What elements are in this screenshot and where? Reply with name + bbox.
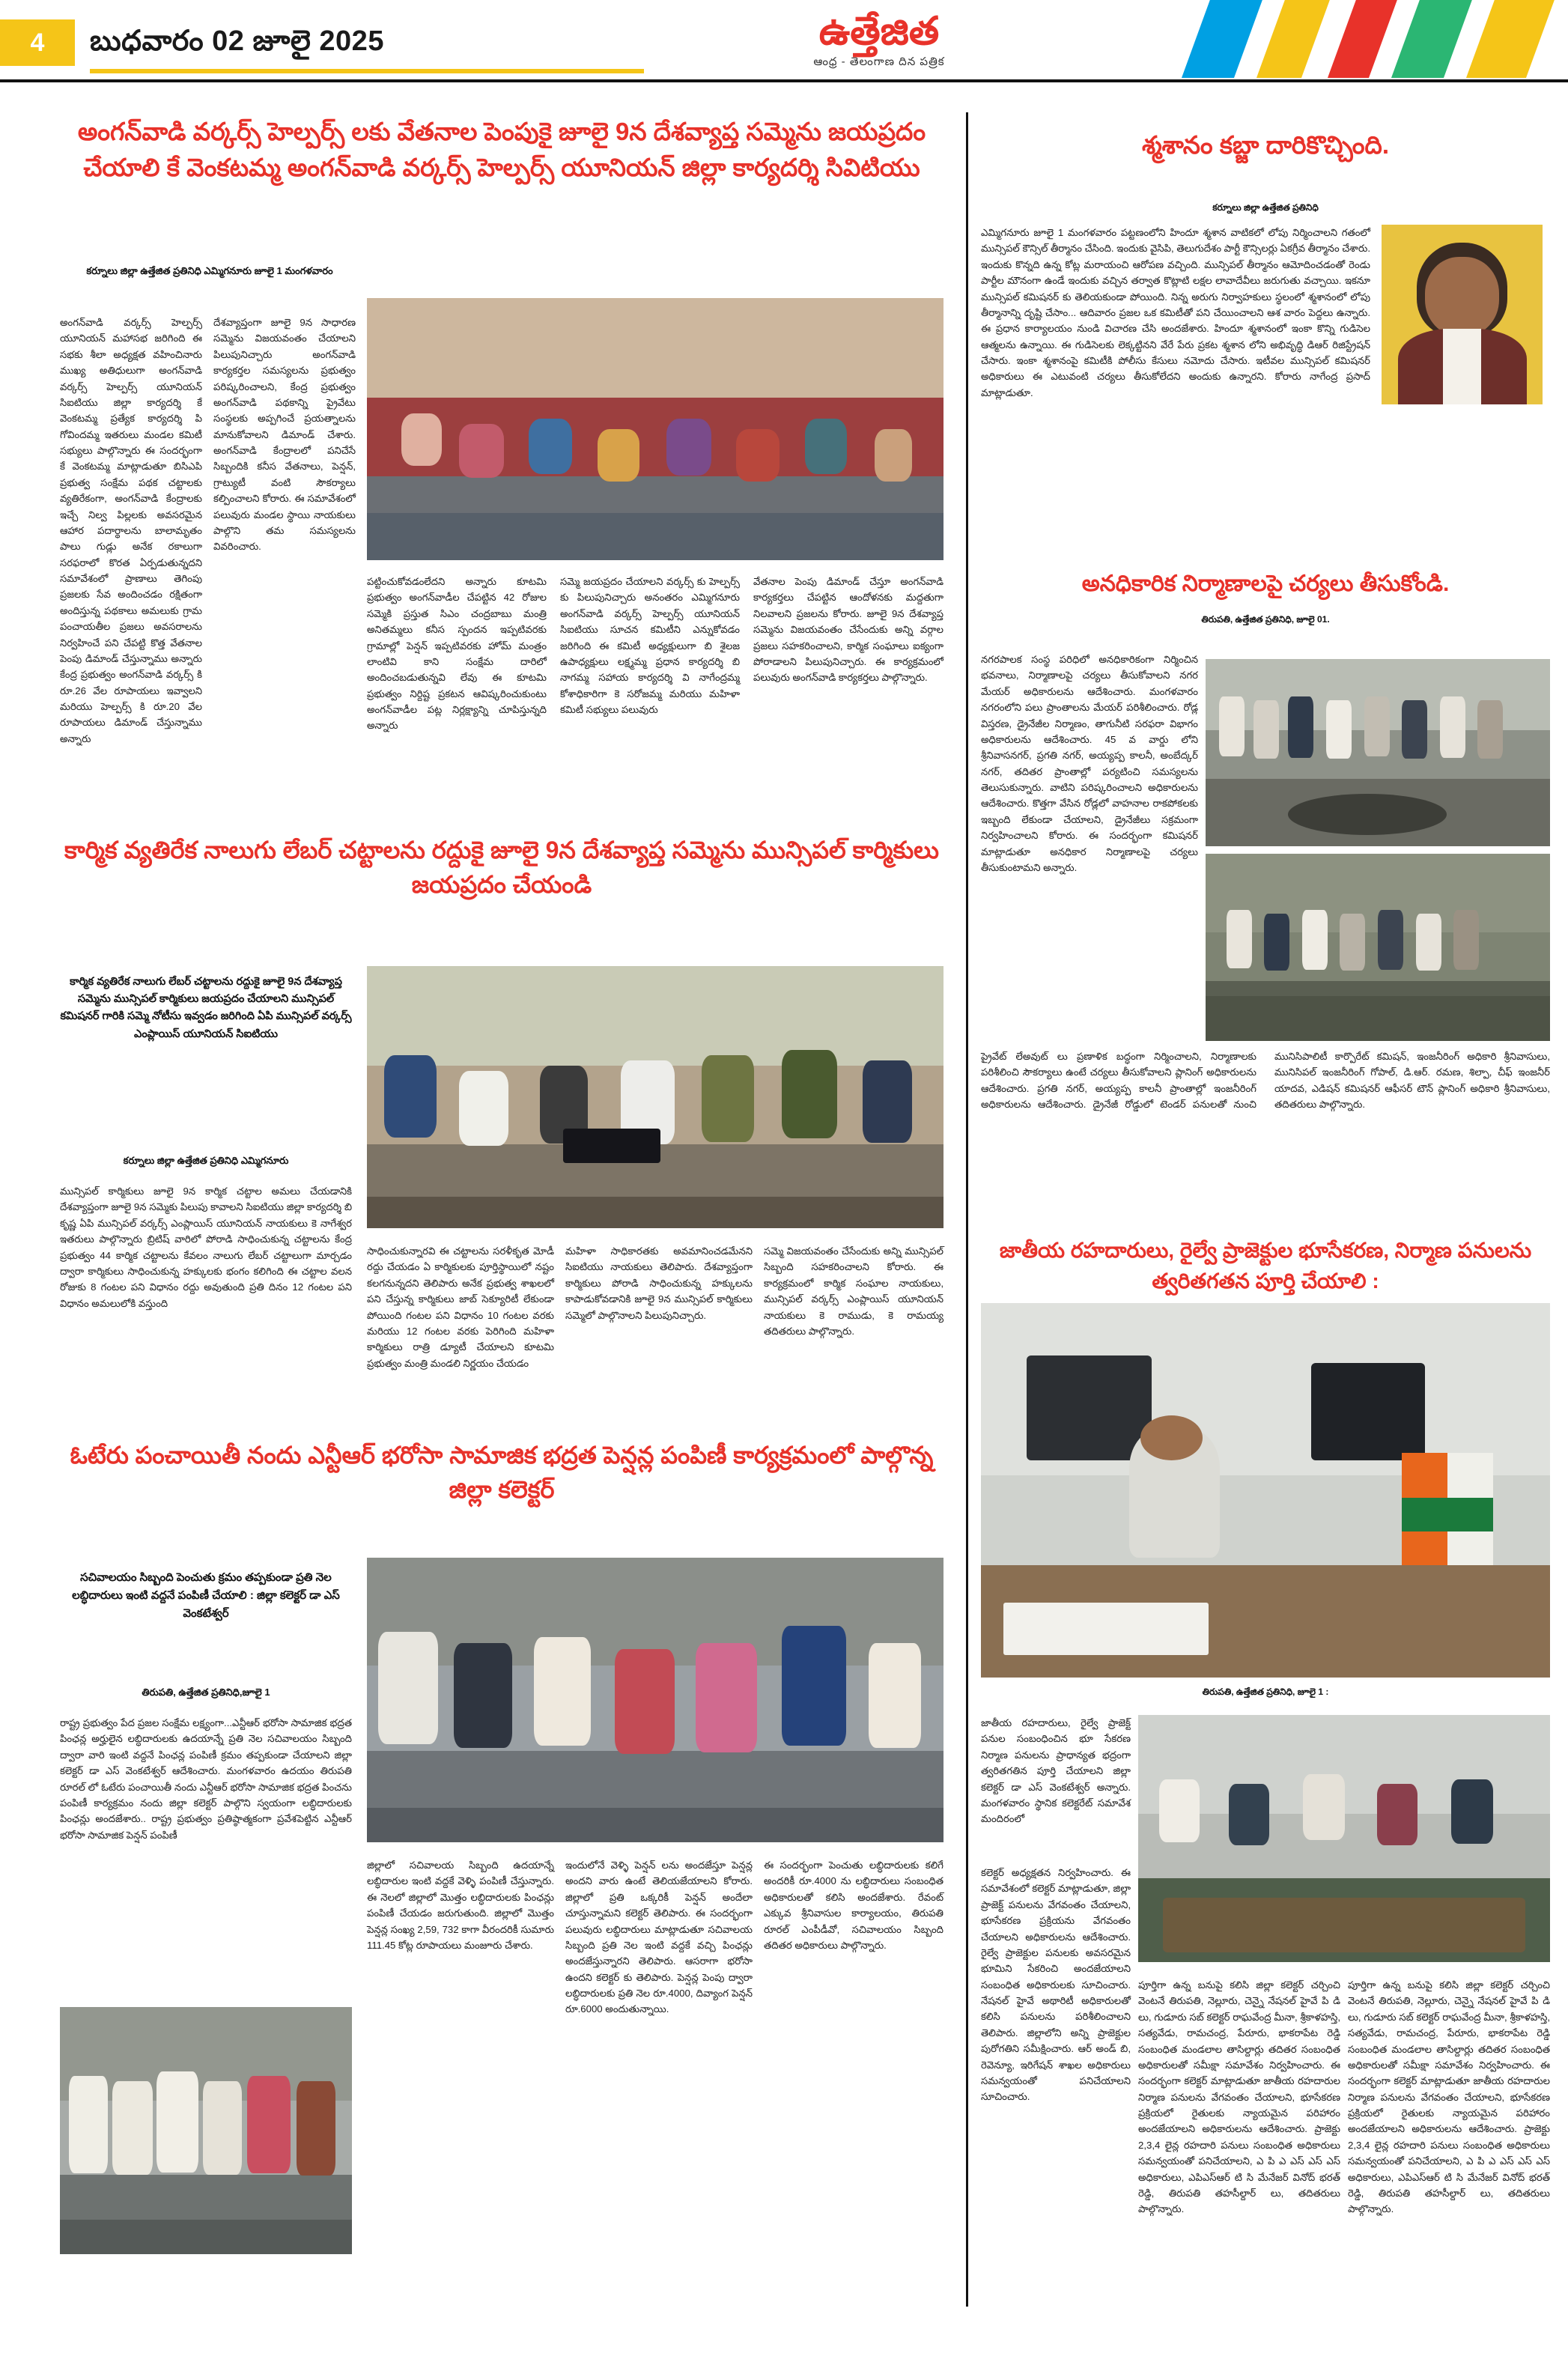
story3-photo bbox=[367, 1558, 943, 1842]
right-story2-photo1 bbox=[1206, 659, 1550, 846]
story2-col4: సమ్మె విజయవంతం చేసేందుకు అన్ని మున్సిపల్ సిబ్బంది సహకరించాలని కోరారు. ఈ కార్యక్రమంలో కార్మిక సంఘాల నాయకులు, మున్సిపల్ వర్కర్స్ ఎంప్లాయిస్ యూనియన్ నాయకులు కె రాముడు, కె రామయ్య తదితరులు పాల్గొన్నారు. bbox=[764, 1245, 943, 1337]
right-story2-byline: తిరుపతి, ఉత్తేజిత ప్రతినిధి, జూలై 01. bbox=[1201, 614, 1330, 625]
story1-col4: సమ్మె జయప్రదం చేయాలని వర్కర్స్ కు హెల్పర్స్ కు పిలుపునిచ్చారు అనంతరం ఎమ్మిగనూరు అంగన్‌వాడి వర్కర్స్ హెల్పర్స్ యూనియన్ సిఐటియు సూచన కమిటీని ఎన్నుకోవడం జరిగింది ఈ కమిటీ అధ్యక్షులుగా బి శైలజ ఉపాధ్యక్షులు లక్ష్మమ్మ ప్రధాన కార్యదర్శి బి నాగమ్మ సహాయ కార్యదర్శి వి నాగేంద్రమ్మ కోశాధికారిగా కె సరోజమ్మ మరియు మహిళా కమిటీ సభ్యులు పలువురు bbox=[560, 576, 740, 715]
story2-headline: కార్మిక వ్యతిరేక నాలుగు లేబర్ చట్టాలను రద్దుకై జూలై 9న దేశవ్యాప్త సమ్మెను మున్సిపల్ కార్మికులు జయప్రదం చేయండి bbox=[64, 837, 939, 899]
column-divider bbox=[966, 112, 968, 2307]
story2-photo bbox=[367, 966, 943, 1228]
story2-col1: మున్సిపల్ కార్మికులు జూలై 9న కార్మిక చట్టాల అమలు చేయడానికి దేశవ్యాప్తంగా జూలై 9న సమ్మెకు పిలుపు కావాలని సిఐటియు జిల్లా కార్యదర్శి బి కృష్ణ ఏపి మున్సిపల్ వర్కర్స్ ఎంప్లాయిస్ యూనియన్ నాయకులు కె నాగేశ్వర ఇతరులు పాల్గొన్నారు బ్రిటిష్ వారిలో పోరాడి సాధించుకున్న చట్టాలను కేంద్ర ప్రభుత్వం 44 కార్మిక చట్టాలను కేవలం నాలుగు లేబర్ చట్టాలుగా మార్చడం ద్వారా కార్మికులు సాధించుకున్న హక్కులకు భంగం కలిగింది ఈ చట్టాల వలన రోజుకు 8 గంటల పని విధానం రద్దు అవుతుంది ప్రతి దినం 12 గంటల పని విధానం అమలులోకి వస్తుంది bbox=[60, 1185, 352, 1309]
right-story1-portrait bbox=[1382, 225, 1543, 404]
story3-col4: ఈ సందర్భంగా పెంచుతు లబ్ధిదారులకు కలిగే అందరికీ రూ.4000 ను లబ్ధిదారులు సంబంధిత అధికారులతో కలిసి అందజేశారు. రేవంట్ ఎక్కువ శ్రీనివాసుల కార్యాలయం, తిరుపతి రూరల్ ఎంపీడీవో, సచివాలయం సిబ్బంది తదితర అధికారులు పాల్గొన్నారు. bbox=[764, 1859, 943, 1951]
story2-byline: కర్నూలు జిల్లా ఉత్తేజిత ప్రతినిధి ఎమ్మిగనూరు bbox=[123, 1155, 289, 1166]
story1-byline: కర్నూలు జిల్లా ఉత్తేజిత ప్రతినిధి ఎమ్మిగనూరు జూలై 1 మంగళవారం bbox=[86, 265, 333, 276]
right-story3-headline: జాతీయ రహదారులు, రైల్వే ప్రాజెక్టుల భూసేకరణ, నిర్మాణ పనులను త్వరితగతన పూర్తి చేయాలి : bbox=[999, 1239, 1532, 1293]
date-underline bbox=[90, 69, 644, 73]
story1-col2: దేశవ్యాప్తంగా జూలై 9న సాధారణ సమ్మెను విజయవంతం చేయాలని పిలుపునిచ్చారు అంగన్‌వాడి కార్యకర్తల సమస్యలను ప్రభుత్వం పరిష్కరించాలని, కేంద్ర ప్రభుత్వం అంగన్‌వాడి పథకాన్ని ప్రైవేటు సంస్థలకు అప్పగించే ప్రయత్నాలను మానుకోవాలని డిమాండ్ చేశారు. అంగన్‌వాడి కేంద్రాలలో పనిచేసే సిబ్బందికి కనీస వేతనాలు, పెన్షన్, గ్రాట్యుటీ వంటి సౌకర్యాలు కల్పించాలని కోరారు. ఈ సమావేశంలో పలువురు మండల స్థాయి నాయకులు పాల్గొని తమ సమస్యలను వివరించారు. bbox=[213, 317, 356, 553]
story2-subhead: కార్మిక వ్యతిరేక నాలుగు లేబర్ చట్టాలను రద్దుకై జూలై 9న దేశవ్యాప్త సమ్మెను మున్సిపల్ కార్మికులు జయప్రదం చేయాలని మున్సిపల్ కమిషనర్ గారికి సమ్మె నోటీసు ఇవ్వడం జరిగింది ఏపి మున్సిపల్ వర్కర్స్ ఎంప్లాయిస్ యూనియన్ సిఐటియు bbox=[60, 976, 352, 1040]
right-story3-col4: పూర్తిగా ఉన్న బనుపై కలిసి జిల్లా కలెక్టర్ చర్చించి వెంటనే తిరుపతి, నెల్లూరు, చెన్నై నేషనల్ హైవే పి డి లు, గుడూరు సబ్ కలెక్టర్ రాఘవేంద్ర మీనా, శ్రీకాళహస్తి, సత్యవేడు, రామచంద్ర, పేరూరు, భాకరాపేట రెడ్డి సంబంధిత మండలాల తాసిల్దార్లు తదితర సంబంధిత అధికారులతో సమీక్షా సమావేశం నిర్వహించారు. ఈ సందర్భంగా కలెక్టర్ మాట్లాడుతూ జాతీయ రహదారుల నిర్మాణ పనులను వేగవంతం చేయాలని, భూసేకరణ ప్రక్రియలో రైతులకు న్యాయమైన పరిహారం అందజేయాలని అధికారులను ఆదేశించారు. ప్రాజెక్టు 2,3,4 లైన్ల రహదారి పనులు సంబంధిత అధికారులు సమన్వయంతో పనిచేయాలని, ఎ పి ఎ ఎస్ ఎస్ ఎస్ అధికారులు, ఎపిఎస్ఆర్ టి సి మేనేజర్ వినోద్ భరత్ రెడ్డి, తిరుపతి తహసీల్దార్ లు, తదితరులు పాల్గొన్నారు. bbox=[1348, 1979, 1550, 2215]
right-story3-byline: తిరుపతి, ఉత్తేజిత ప్రతినిధి, జూలై 1 : bbox=[1202, 1687, 1329, 1697]
story3-photo-secondary bbox=[60, 2007, 352, 2254]
story1-headline: అంగన్‌వాడి వర్కర్స్ హెల్పర్స్ లకు వేతనాల పెంపుకై జూలై 9న దేశవ్యాప్త సమ్మెను జయప్రదం చేయాలి కే వెంకటమ్మ అంగన్‌వాడి వర్కర్స్ హెల్పర్స్ యూనియన్ జిల్లా కార్యదర్శి సివిటియు bbox=[77, 118, 926, 181]
right-story2-headline: అనధికారిక నిర్మాణాలపై చర్యలు తీసుకోండి. bbox=[1081, 571, 1450, 596]
right-story2-col1: నగరపాలక సంస్థ పరిధిలో అనధికారికంగా నిర్మించిన భవనాలు, నిర్మాణాలపై చర్యలు తీసుకోవాలని నగర మేయర్ అధికారులను ఆదేశించారు. మంగళవారం నగరంలోని పలు ప్రాంతాలను మేయర్ పరిశీలించారు. రోడ్ల విస్తరణ, డ్రైనేజీల నిర్మాణం, తాగునీటి సరఫరా విభాగం అధికారులను ఆదేశించారు. 45 వ వార్డు లోని శ్రీనివాసనగర్, ప్రగతి నగర్, అయ్యప్ప కాలనీ, అంబేద్కర్ నగర్, తదితర ప్రాంతాల్లో పర్యటించి సమస్యలను తెలుసుకున్నారు. వాటిని పరిష్కరించాలని అధికారులను ఆదేశించారు. కొత్తగా వేసిన రోడ్లలో వాహనాల రాకపోకలకు ఇబ్బంది లేకుండా చేయాలని, డ్రైనేజీలు సక్రమంగా నిర్వహించాలని కోరారు. ఈ సందర్భంగా కమిషనర్ మాట్లాడుతూ అనధికార నిర్మాణాలపై చర్యలు తీసుకుంటామని అన్నారు. bbox=[981, 654, 1198, 873]
newspaper-logo bbox=[774, 12, 984, 71]
right-story3-col1: జాతీయ రహదారులు, రైల్వే ప్రాజెక్ట్ పనుల సంబంధించిన భూ సేకరణ నిర్మాణ పనులను ప్రాధాన్యత భద్రంగా త్వరితగతిన పూర్తి చేయాలని జిల్లా కలెక్టర్ డా ఎస్ వెంకటేశ్వర్ అన్నారు. మంగళవారం స్థానిక కలెక్టరేట్ సమావేశ మందిరంలో bbox=[981, 1717, 1131, 1825]
right-story3-col2: కలెక్టర్ అధ్యక్షతన నిర్వహించారు. ఈ సమావేశంలో కలెక్టర్ మాట్లాడుతూ, జిల్లా ప్రాజెక్ట్ పనులను వేగవంతం చేయాలని, భూసేకరణ ప్రక్రియను వేగవంతం చేయాలని అధికారులను ఆదేశించారు. రైల్వే ప్రాజెక్టుల పనులకు అవసరమైన భూమిని సేకరించి అందజేయాలని సంబంధిత అధికారులకు సూచించారు. నేషనల్ హైవే అథారిటీ అధికారులతో కలిసి పనులను పరిశీలించాలని తెలిపారు. జిల్లాలోని అన్ని ప్రాజెక్టుల పురోగతిని సమీక్షించారు. ఆర్ అండ్ బి, రెవెన్యూ, ఇరిగేషన్ శాఖల అధికారులు సమన్వయంతో పనిచేయాలని సూచించారు. bbox=[981, 1867, 1131, 2103]
page-number: 4 bbox=[30, 28, 45, 57]
right-story1-headline: శ్మశానం కబ్జా దారికొచ్చింది. bbox=[1141, 131, 1390, 159]
story1-col3: పట్టించుకోవడంలేదని అన్నారు కూటమి ప్రభుత్వం అంగన్‌వాడీల చేపట్టిన 42 రోజుల సమ్మెకి ప్రస్తుత సిఎం చంద్రబాబు మంత్రి అనితమ్మలు కనీస స్పందన ఇప్పటివరకు గ్రామాల్లో పెన్షన్ ఇప్పటివరకు హోమ్ మంత్రం లాంటివి కాని సంక్షేమ దారిలో అందించబడుతున్నవి లేవు ఈ కూటమి ప్రభుత్వం నిర్దిష్ట ప్రకటన ఆవిష్కరించుకుంటు అంగన్‌వాడీల పట్ల నిర్లక్ష్యాన్ని చూపిస్తున్నది అన్నారు bbox=[367, 576, 547, 732]
story3-byline: తిరుపతి, ఉత్తేజిత ప్రతినిధి,జూలై 1 bbox=[142, 1687, 270, 1698]
logo-title: ఉత్తేజిత bbox=[818, 10, 940, 53]
issue-date: బుధవారం 02 జూలై 2025 bbox=[90, 25, 384, 57]
story1-col1: అంగన్‌వాడి వర్కర్స్ హెల్పర్స్ యూనియన్ మహాసభ జరిగింది ఈ సభకు శీలా అధ్యక్షత వహించినారు ముఖ్య అతిధులుగా అంగన్‌వాడి వర్కర్స్ హెల్పర్స్ యూనియన్ సిఐటియు జిల్లా కార్యదర్శి కే వెంకటమ్మ ప్రత్యేక కార్యదర్శి పి గోవిందమ్మ ఇతరులు మండల కమిటీ సభ్యులు పాల్గొన్నారు ఈ సందర్భంగా కే వెంకటమ్మ మాట్లాడుతూ బిసిఎపి ప్రభుత్వ సంక్షేమ పథక చట్టాలకు వ్యతిరేకంగా, అంగన్‌వాడి కేంద్రాలకు ఇచ్చే నిల్వ పిల్లలకు అవసరమైన ఆహార పదార్థాలను బాలామృతం పాలు గుడ్లు అనేక రకాలుగా సరఫరాలో కొరత ఏర్పడుతున్నదని సమావేశంలో ప్రాణాలు తెగింపు ప్రజలకు సేవ అందించడం రక్షితంగా అందిస్తున్న పథకాలు అమలుకు గ్రామ పంచాయతీల ప్రజలు అవసరాలను నిర్వహించే పని చేపట్టి కొత్త వేతనాల పెంపు డిమాండ్ చేస్తున్నాము అన్నారు కేంద్ర ప్రభుత్వం అంగన్‌వాడి వర్కర్స్ కి రూ.26 వేల రూపాయలు ఇవ్వాలని మరియు హెల్పర్స్ కి రూ.20 వేల రూపాయలు డిమాండ్ చేస్తున్నాము అన్నారు bbox=[60, 317, 202, 744]
right-story1-byline: కర్నూలు జిల్లా ఉత్తేజిత ప్రతినిధి bbox=[1212, 202, 1319, 213]
story3-col1: రాష్ట్ర ప్రభుత్వం పేద ప్రజల సంక్షేమ లక్ష్యంగా...ఎన్టీఆర్ భరోసా సామాజిక భద్రత పింఛన్ల అర్హులైన లబ్ధిదారులకు ఉదయాన్నే ప్రతి నెల సచివాలయం సిబ్బంది ద్వారా వారి ఇంటి వద్దనే పింఛన్ల పంపిణీ క్రమం తప్పకుండా చేయాలని జిల్లా కలెక్టర్ డా ఎస్ వెంకటేశ్వర్ ఆదేశించారు. మంగళవారం ఉదయం తిరుపతి రూరల్ లో ఓటేరు పంచాయితీ నందు ఎన్టీఆర్ భరోసా సామాజిక భద్రత పించను పంపిణీ కార్యక్రమం నందు జిల్లా కలెక్టర్ పాల్గొని స్వయంగా లబ్ధిదారులకు పింఛన్లు అందజేశారు.. రాష్ట్ర ప్రభుత్వం ప్రతిష్ఠాత్మకంగా ప్రవేశపెట్టిన ఎన్టీఆర్ భరోసా సామాజిక పెన్షన్ పంపిణీ bbox=[60, 1717, 352, 1841]
story2-col3: మహిళా సాధికారతకు అవమానించడమేనని సిఐటియు నాయకులు తెలిపారు. దేశవ్యాప్తంగా కార్మికులు పోరాడి సాధించుకున్న హక్కులను కాపాడుకోవడానికి జూలై 9న మున్సిపల్ కార్మికులు సమ్మెలో పాల్గొనాలని పిలుపునిచ్చారు. bbox=[565, 1245, 753, 1321]
story3-subhead: సచివాలయం సిబ్బంది పెంచుతు క్రమం తప్పకుండా ప్రతి నెల లబ్ధిదారులు ఇంటి వద్దనే పంపిణీ చేయాలి : జిల్లా కలెక్టర్ డా ఎస్ వెంకటేశ్వర్ bbox=[72, 1571, 340, 1620]
right-story3-col3: పూర్తిగా ఉన్న బనుపై కలిసి జిల్లా కలెక్టర్ చర్చించి వెంటనే తిరుపతి, నెల్లూరు, చెన్నై నేషనల్ హైవే పి డి లు, గుడూరు సబ్ కలెక్టర్ రాఘవేంద్ర మీనా, శ్రీకాళహస్తి, సత్యవేడు, రామచంద్ర, పేరూరు, భాకరాపేట రెడ్డి సంబంధిత మండలాల తాసిల్దార్లు తదితర సంబంధిత అధికారులతో సమీక్షా సమావేశం నిర్వహించారు. ఈ సందర్భంగా కలెక్టర్ మాట్లాడుతూ జాతీయ రహదారుల నిర్మాణ పనులను వేగవంతం చేయాలని, భూసేకరణ ప్రక్రియలో రైతులకు న్యాయమైన పరిహారం అందజేయాలని అధికారులను ఆదేశించారు. ప్రాజెక్టు 2,3,4 లైన్ల రహదారి పనులు సంబంధిత అధికారులు సమన్వయంతో పనిచేయాలని, ఎ పి ఎ ఎస్ ఎస్ ఎస్ అధికారులు, ఎపిఎస్ఆర్ టి సి మేనేజర్ వినోద్ భరత్ రెడ్డి, తిరుపతి తహసీల్దార్ లు, తదితరులు పాల్గొన్నారు. bbox=[1138, 1979, 1340, 2215]
story1-col5: వేతనాల పెంపు డిమాండ్ చేస్తూ అంగన్‌వాడి కార్యకర్తలు చేపట్టిన ఆందోళనకు మద్దతుగా నిలవాలని ప్రజలను కోరారు. జూలై 9న దేశవ్యాప్త సమ్మెను విజయవంతం చేసేందుకు అన్ని వర్గాల ప్రజలు సహకరించాలని, కార్మిక సంఘాలు ఐక్యంగా పోరాడాలని పిలుపునిచ్చారు. ఈ కార్యక్రమంలో పలువురు అంగన్‌వాడి కార్యకర్తలు పాల్గొన్నారు. bbox=[753, 576, 943, 684]
story1-photo bbox=[367, 298, 943, 560]
masthead-stripes bbox=[1044, 0, 1568, 78]
logo-subtitle: ఆంధ్ర - తెలంగాణ దిన పత్రిక bbox=[813, 55, 945, 68]
story3-col3: ఇందులోనే వెళ్ళి పెన్షన్ లను అందజేస్తూ పెన్షన్ల అందని వారు ఉంటే తెలియజేయాలని కోరారు. జిల్లాలో ప్రతి ఒక్కరికీ పెన్షన్ అందేలా చూస్తున్నామని కలెక్టర్ తెలిపారు. ఈ సందర్భంగా పలువురు లబ్ధిదారులు మాట్లాడుతూ సచివాలయ సిబ్బంది ప్రతి నెల ఇంటి వద్దకే వచ్చి పింఛన్లు అందజేస్తున్నారని తెలిపారు. ఆసరాగా భరోసా ఉందని కలెక్టర్ కు తెలిపారు. పెన్షన్ల పెంపు ద్వారా లబ్ధిదారులకు ప్రతి నెల రూ.4000, దివ్యాంగ పెన్షన్ రూ.6000 అందుతున్నాయి. bbox=[565, 1859, 753, 2015]
story3-col2: జిల్లాలో సచివాలయ సిబ్బంది ఉదయాన్నే లబ్ధిదారుల ఇంటి వద్దకే వెళ్ళి పంపిణీ చేస్తున్నారు. ఈ నెలలో జిల్లాలో మొత్తం లబ్ధిదారులకు పింఛన్లు పంపిణీ చేయడం జరుగుతుంది. జిల్లాలో మొత్తం పెన్షన్ల సంఖ్య 2,59, 732 కాగా వీరందరికీ సుమారు 111.45 కోట్ల రూపాయలు మంజూరు చేశారు. bbox=[367, 1859, 554, 1951]
masthead bbox=[0, 0, 1568, 84]
story3-headline: ఓటేరు పంచాయితీ నందు ఎన్టీఆర్ భరోసా సామాజిక భద్రత పెన్షన్ల పంపిణీ కార్యక్రమంలో పాల్గొన్న జిల్లా కలెక్టర్ bbox=[70, 1442, 934, 1504]
story2-col2: సాధించుకున్నారవి ఈ చట్టాలను సరళీకృత మోడీ రద్దు చేయడం ఏ కార్మికులకు పూర్తిస్థాయిలో నష్టం కలగనున్నదని తెలిపారు అనేక ప్రభుత్వ శాఖలలో పని చేస్తున్న కార్మికులు జాబ్ సెక్యూరిటీ లేకుండా పోయింది గంటల పని విధానం 10 గంటల వరకు మరియు 12 గంటల వరకు పెరిగింది మహిళా కార్మికులు రాత్రి డ్యూటీ చేయాలని కూటమి ప్రభుత్వం మంత్రి మండలి నిర్ణయం చేయడం bbox=[367, 1245, 554, 1369]
masthead-rule bbox=[0, 79, 1568, 82]
right-story2-photo2 bbox=[1206, 854, 1550, 1041]
right-story3-photo2 bbox=[1138, 1715, 1550, 1962]
right-story3-photo bbox=[981, 1303, 1550, 1678]
right-story1-body: ఎమ్మిగనూరు జూలై 1 మంగళవారం పట్టణంలోని హిందూ శ్మశాన వాటికలో లోపు నిర్మించాలని గతంలో మున్సిపల్ కౌన్సిల్ తీర్మానం చేసింది. ఇందుకు వైసిపి, తెలుగుదేశం పార్టీ కౌన్సిలర్లు ఏకగ్రీవ తీర్మానం చేశారు. ఇందుకు కొన్నది ఉన్న కోట్ల మరాయంచి ఆరోపణ వచ్చింది. మున్సిపల్ తీర్మానం ఆమోదించడంతో రెండు పార్టీల మౌనంగా ఉండే ఇందుకు వచ్చిన తర్వాత కొట్లాటి లక్షల లావాదేవీలు జరుగుతు వచ్చాయి. ఇకనూ మున్సిపల్ కమిషనర్ కు తెలియకుండా పోయింది. నిన్న అరుగు నిర్వాహకులు స్థలంలో శ్మశానంలో లోపు తీర్మానాన్ని దృష్టి చేసాం... ఆదివారం ప్రజల ఒక కమిటీతో పని చేయించాలని ఆశ వారం పెద్దలు ఉన్నారు. ఈ ప్రధాన కార్యాలయం నుండి విచారణ చేసి అందజేశారు. హిందూ శ్మశానంలో ఇంకా కొన్ని గుడిసెల ఆత్మలను ఉన్నాయి. ఈ గుడిసెలకు లెక్కట్టినని వేరే పేరు ప్రకట శ్మశాన లోని అభివృద్ధి డిఆర్ రిజిస్ట్రేషన్ చేసారు. ఇంకా శ్మశానంపై కమిటీకి పోలీసు కేసులు నమోదు చేసారు. ఇటీవల మున్సిపల్ కమిషనర్ అధికారులు ఈ ఎటువంటి చర్యలు తీసుకోలేదని అందుకు ఉన్నారని. కోరారు నాగేంద్ర ప్రసాద్ మాట్లాడుతూ. bbox=[981, 227, 1370, 398]
right-story2-col2: ప్రైవేట్ లేఅవుట్ లు ప్రణాళిక బద్ధంగా నిర్మించాలని, నిర్మాణాలకు పరిశీలించి సౌకర్యాలు ఉంటే చర్యలు తీసుకోవాలని ప్లానింగ్ అధికారులను ఆదేశించారు. ప్రగతి నగర్, అయ్యప్ప కాలనీ ప్రాంతాల్లో ఇంజనీరింగ్ అధికారులను ఆదేశించారు. డ్రైనేజీ రోడ్డులో టెండర్ పనులతో నుంచి మునిసిపాలిటీ కార్పొరేట్ కమిషన్, ఇంజనీరింగ్ అధికారి శ్రీనివాసులు, మునిసిపల్ ఇంజనీరింగ్ గోపాల్, డి.ఆర్. రమణ, శిల్పా, చీఫ్ ఇంజనీర్ యాదవ, ఎడిషన్ కమిషనర్ ఆఫీసర్ టౌన్ ప్లానింగ్ అధికారి శ్రీనివాసులు, తదితరులు పాల్గొన్నారు. bbox=[981, 1051, 1550, 1111]
